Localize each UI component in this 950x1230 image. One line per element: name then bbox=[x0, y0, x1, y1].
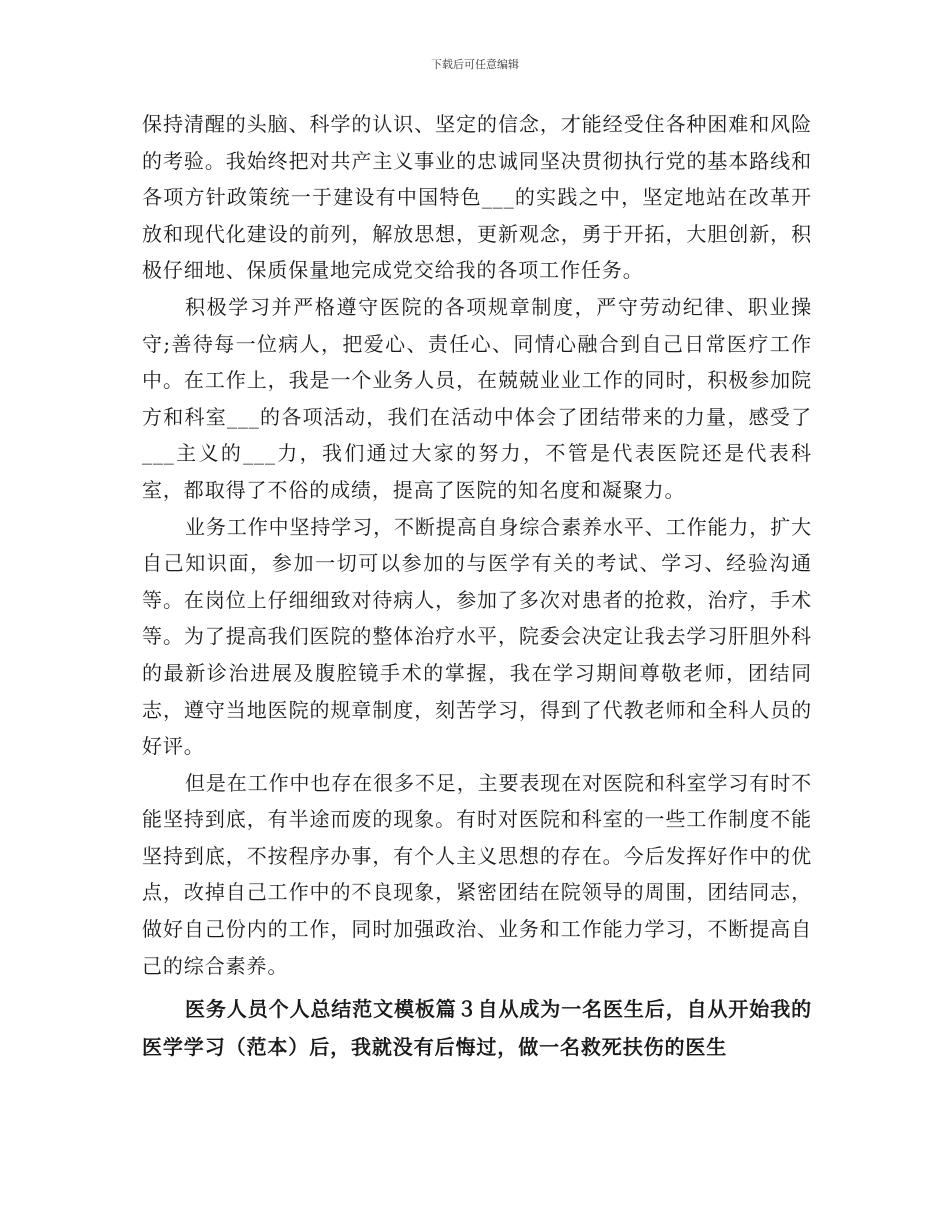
paragraph-2: 积极学习并严格遵守医院的各项规章制度，严守劳动纪律、职业操守;善待每一位病人，把爱心、责任心、同情心融合到自己日常医疗工作中。在工作上，我是一个业务人员，在兢兢业业工作的同时，积极参加院方和科室___的各项活动，我们在活动中体会了团结带来的力量，感受了___主义的___力，我们通过大家的努力，不管是代表医院还是代表科室，都取得了不俗的成绩，提高了医院的知名度和凝聚力。 bbox=[142, 294, 812, 502]
paragraph-4: 但是在工作中也存在很多不足，主要表现在对医院和科室学习有时不能坚持到底，有半途而废的现象。有时对医院和科室的一些工作制度不能坚持到底，不按程序办事，有个人主义思想的存在。今后发挥好作中的优点，改掉自己工作中的不良现象，紧密团结在院领导的周围，团结同志，做好自己份内的工作，同时加强政治、业务和工作能力学习，不断提高自己的综合素养。 bbox=[142, 770, 812, 978]
paragraph-1: 保持清醒的头脑、科学的认识、坚定的信念，才能经受住各种困难和风险的考验。我始终把对共产主义事业的忠诚同坚决贯彻执行党的基本路线和各项方针政策统一于建设有中国特色___的实践之中，坚定地站在改革开放和现代化建设的前列，解放思想，更新观念，勇于开拓，大胆创新，积极仔细地、保质保量地完成党交给我的各项工作任务。 bbox=[142, 112, 812, 283]
page-header: 下载后可任意编辑 bbox=[431, 58, 519, 71]
document-body bbox=[142, 106, 812, 1066]
paragraph-3: 业务工作中坚持学习，不断提高自身综合素养水平、工作能力，扩大自己知识面，参加一切可以参加的与医学有关的考试、学习、经验沟通等。在岗位上仔细细致对待病人，参加了多次对患者的抢救，治疗，手术等。为了提高我们医院的整体治疗水平，院委会决定让我去学习肝胆外科的最新诊治进展及腹腔镜手术的掌握，我在学习期间尊敬老师，团结同志，遵守当地医院的规章制度，刻苦学习，得到了代教老师和全科人员的好评。 bbox=[142, 514, 812, 759]
section-heading-paragraph: 医务人员个人总结范文模板篇３自从成为一名医生后，自从开始我的医学学习（范本）后，我就没有后悔过，做一名救死扶伤的医生 bbox=[142, 997, 812, 1060]
